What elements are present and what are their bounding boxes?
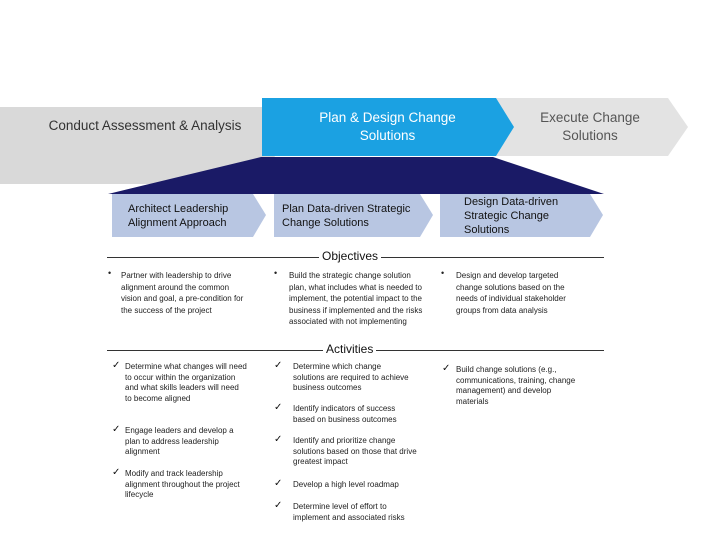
check-icon: ✓ (112, 424, 121, 435)
objective-1-text: Partner with leadership to drive alignment around the common vision and goal, a pre-condition for the success of the project (121, 271, 244, 315)
check-icon: ✓ (112, 360, 121, 371)
check-icon: ✓ (274, 434, 283, 445)
phase-3-label: Execute Change Solutions (540, 110, 640, 143)
check-icon: ✓ (274, 360, 283, 371)
objective-3-bullet: • (441, 268, 445, 278)
activity-2-5: Determine level of effort to implement and associated risks (293, 502, 405, 522)
objective-2-text: Build the strategic change solution plan, what includes what is needed to implement, the potential impact to the business if implemented and the risks associated with not implementing (289, 271, 423, 326)
subphase-2-label: Plan Data-driven Strategic Change Solutions (282, 203, 411, 229)
activity-1-2: Engage leaders and develop a plan to address leadership alignment (125, 426, 234, 456)
objective-2-bullet: • (274, 268, 278, 278)
objectives-heading: Objectives (319, 249, 381, 263)
subphase-1-label: Architect Leadership Alignment Approach (128, 203, 229, 229)
check-icon: ✓ (112, 467, 121, 478)
activities-heading: Activities (323, 342, 376, 356)
activity-2-4: Develop a high level roadmap (293, 480, 399, 489)
subphase-3-label: Design Data-driven Strategic Change Solutions (464, 196, 559, 236)
check-icon: ✓ (274, 402, 283, 413)
objective-1-bullet: • (108, 268, 112, 278)
activity-2-3: Identify and prioritize change solutions based on those that drive greatest impact (293, 436, 417, 466)
activity-1-3: Modify and track leadership alignment throughout the project lifecycle (125, 469, 240, 499)
check-icon: ✓ (274, 500, 283, 511)
check-icon: ✓ (274, 478, 283, 489)
activity-1-1: Determine what changes will need to occur within the organization and what skills leaders will need to become aligned (125, 362, 247, 403)
activity-2-1: Determine which change solutions are required to achieve business outcomes (293, 362, 409, 392)
check-icon: ✓ (442, 363, 451, 374)
objective-3-text: Design and develop targeted change solutions based on the needs of individual stakeholder groups from data analysis (456, 271, 566, 315)
phase-2-label: Plan & Design Change Solutions (319, 110, 456, 143)
activity-2-2: Identify indicators of success based on business outcomes (293, 404, 397, 424)
phase-1-label: Conduct Assessment & Analysis (48, 118, 242, 133)
activity-3-1: Build change solutions (e.g., communications, training, change management) and develop materials (456, 365, 576, 406)
